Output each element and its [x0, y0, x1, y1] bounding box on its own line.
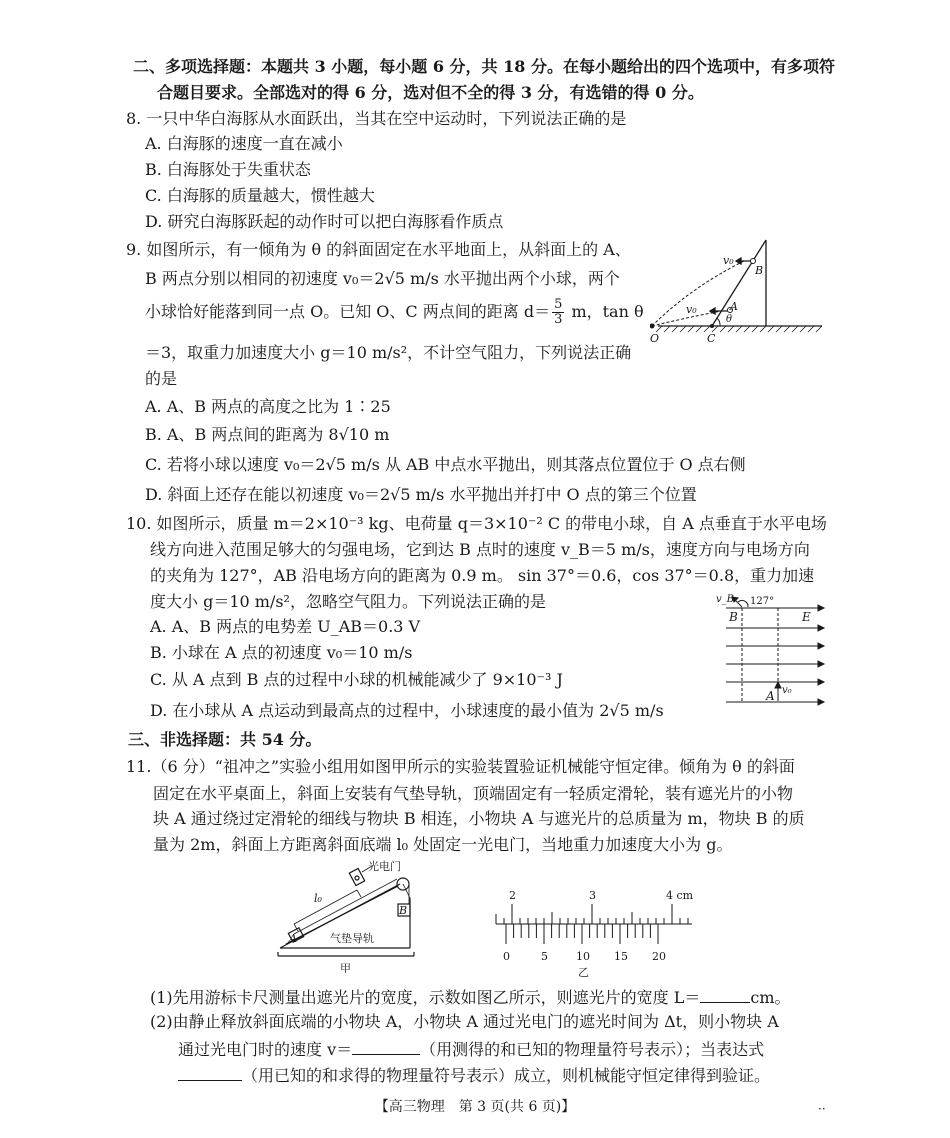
- q10-line3: 的夹角为 127°，AB 沿电场方向的距离为 0.9 m。 sin 37°＝0.6，cos 37°＝0.8，重力加速: [150, 566, 815, 585]
- q11-fig-label-a: A: [289, 932, 297, 945]
- q10-field-figure: [712, 590, 832, 710]
- q11-part2-blank-velocity[interactable]: [352, 1038, 420, 1055]
- q11-part1-pre: (1)先用游标卡尺测量出遮光片的宽度，示数如图乙所示，则遮光片的宽度 L＝: [150, 988, 701, 1007]
- q8-option-c: C. 白海豚的质量越大，惯性越大: [145, 186, 375, 205]
- q9-line4: ＝3，取重力加速度大小 g＝10 m/s²，不计空气阻力，下列说法正确: [145, 343, 632, 362]
- q9-frac-den: 3: [554, 312, 563, 327]
- page-corner-mark: ··: [818, 1102, 826, 1116]
- q9-line5: 的是: [145, 369, 178, 388]
- q11-vernier-main-label: 4 cm: [666, 889, 694, 902]
- q11-line2: 固定在水平桌面上，斜面上安装有气垫导轨，顶端固定有一轻质定滑轮，装有遮光片的小物: [153, 784, 794, 803]
- q11-part2-line2-pre: 通过光电门时的速度 v＝: [178, 1040, 353, 1059]
- q10-fig-label-a: A: [766, 689, 775, 703]
- q8-option-b: B. 白海豚处于失重状态: [145, 160, 311, 179]
- section2-heading-line1: 二、多项选择题：本题共 3 小题，每小题 6 分，共 18 分。在每小题给出的四个选项中，有多项符: [133, 57, 835, 76]
- q10-line4: 度大小 g＝10 m/s²，忽略空气阻力。下列说法正确的是: [150, 592, 546, 611]
- q11-part2-line1: (2)由静止释放斜面底端的小物块 A，小物块 A 通过光电门的遮光时间为 Δt，则小物块 A: [150, 1012, 779, 1031]
- q11-figure-jia: [272, 860, 422, 980]
- q9-fig-label-b: B: [755, 264, 764, 277]
- q11-part1-blank[interactable]: [700, 986, 750, 1003]
- q11-fig-label-b: B: [399, 904, 408, 917]
- q11-line3: 块 A 通过绕过定滑轮的细线与物块 B 相连，小物块 A 与遮光片的总质量为 m，物块 B 的质: [153, 809, 805, 828]
- q11-fig-yi-label: 乙: [578, 966, 589, 978]
- q10-option-c: C. 从 A 点到 B 点的过程中小球的机械能减少了 9×10⁻³ J: [150, 670, 563, 689]
- q11-fig-jia-label: 甲: [340, 962, 351, 975]
- q10-line1: 10. 如图所示，质量 m＝2×10⁻³ kg、电荷量 q＝3×10⁻² C 的带电小球，自 A 点垂直于水平电场: [126, 514, 827, 533]
- q11-line4: 量为 2m，斜面上方距离斜面底端 l₀ 处固定一光电门，当地重力加速度大小为 g。: [153, 835, 733, 854]
- q8-stem: 8. 一只中华白海豚从水面跃出，当其在空中运动时，下列说法正确的是: [126, 109, 627, 128]
- q11-part2-line2: [178, 1038, 764, 1061]
- q10-option-b: B. 小球在 A 点的初速度 v₀＝10 m/s: [150, 643, 413, 662]
- q11-part1-post: cm。: [750, 988, 791, 1007]
- q11-vernier-main-label: 3: [589, 889, 596, 902]
- q11-fig-gate: 光电门: [368, 860, 401, 873]
- q9-option-c: C. 若将小球以速度 v₀＝2√5 m/s 从 AB 中点水平抛出，则其落点位置位于 O 点右侧: [145, 455, 746, 474]
- q8-option-d: D. 研究白海豚跃起的动作时可以把白海豚看作质点: [145, 212, 504, 231]
- q9-frac-num: 5: [554, 297, 563, 312]
- q9-line1: 9. 如图所示，有一倾角为 θ 的斜面固定在水平地面上，从斜面上的 A、: [126, 240, 631, 259]
- q9-fig-v0-top: v₀: [723, 254, 734, 267]
- q9-fig-label-a: A: [730, 300, 738, 313]
- q11-part2-line3: [178, 1064, 770, 1087]
- q11-vernier-scale-label: 15: [614, 950, 628, 963]
- q9-option-d: D. 斜面上还存在能以初速度 v₀＝2√5 m/s 水平抛出并打中 O 点的第三个位置: [145, 485, 697, 504]
- q9-option-a: A. A、B 两点的高度之比为 1∶25: [145, 397, 391, 416]
- q9-fraction: [552, 298, 564, 327]
- q11-vernier-scale-label: 0: [503, 950, 510, 963]
- q11-fig-l0: l₀: [314, 892, 322, 905]
- section2-heading-line2: 合题目要求。全部选对的得 6 分，选对但不全的得 3 分，有选错的得 0 分。: [157, 83, 704, 102]
- q9-line3-post: m，tan θ: [566, 302, 644, 321]
- q11-part2-blank-expression[interactable]: [178, 1064, 242, 1081]
- q9-option-b: B. A、B 两点间的距离为 8√10 m: [145, 425, 390, 444]
- q10-fig-angle: 127°: [750, 596, 775, 607]
- q11-figure-yi-vernier: [492, 882, 702, 978]
- q11-fig-rail: 气垫导轨: [330, 932, 374, 945]
- q10-fig-label-b: B: [729, 610, 738, 624]
- q10-option-d: D. 在小球从 A 点运动到最高点的过程中，小球速度的最小值为 2√5 m/s: [150, 701, 664, 720]
- q10-option-a: A. A、B 两点的电势差 U_AB＝0.3 V: [150, 617, 421, 636]
- q10-fig-vb: v_B: [716, 594, 734, 605]
- q11-vernier-scale-label: 20: [652, 950, 666, 963]
- q10-fig-v0: v₀: [782, 685, 792, 696]
- q9-fig-label-o: O: [650, 332, 660, 345]
- q11-vernier-main-label: 2: [509, 889, 516, 902]
- q9-line3: [145, 298, 644, 327]
- q11-part2-line2-post: （用测得的和已知的物理量符号表示）；当表达式: [420, 1040, 765, 1059]
- page-footer: 【高三物理 第 3 页(共 6 页)】: [374, 1099, 576, 1115]
- q10-fig-label-e: E: [802, 610, 811, 624]
- q9-fig-theta: θ: [726, 314, 733, 325]
- q9-line3-pre: 小球恰好能落到同一点 O。已知 O、C 两点间的距离 d＝: [145, 302, 551, 321]
- section3-heading: 三、非选择题：共 54 分。: [128, 730, 322, 749]
- q9-line2: B 两点分别以相同的初速度 v₀＝2√5 m/s 水平抛出两个小球，两个: [145, 269, 620, 288]
- q9-fig-v0-mid: v₀: [686, 303, 697, 316]
- q8-option-a: A. 白海豚的速度一直在减小: [145, 134, 343, 153]
- q11-line1: 11.（6 分）“祖冲之”实验小组用如图甲所示的实验装置验证机械能守恒定律。倾角为 θ 的斜面: [126, 757, 795, 776]
- q9-fig-label-c: C: [707, 332, 716, 345]
- q11-vernier-scale-label: 10: [576, 950, 590, 963]
- q9-incline-figure: [650, 236, 830, 346]
- q10-line2: 线方向进入范围足够大的匀强电场，它到达 B 点时的速度 v_B＝5 m/s，速度方向与电场方向: [150, 540, 810, 559]
- q11-vernier-scale-label: 5: [541, 950, 548, 963]
- q11-part2-line3-post: （用已知的和求得的物理量符号表示）成立，则机械能守恒定律得到验证。: [242, 1066, 771, 1085]
- q11-part1: [150, 986, 791, 1009]
